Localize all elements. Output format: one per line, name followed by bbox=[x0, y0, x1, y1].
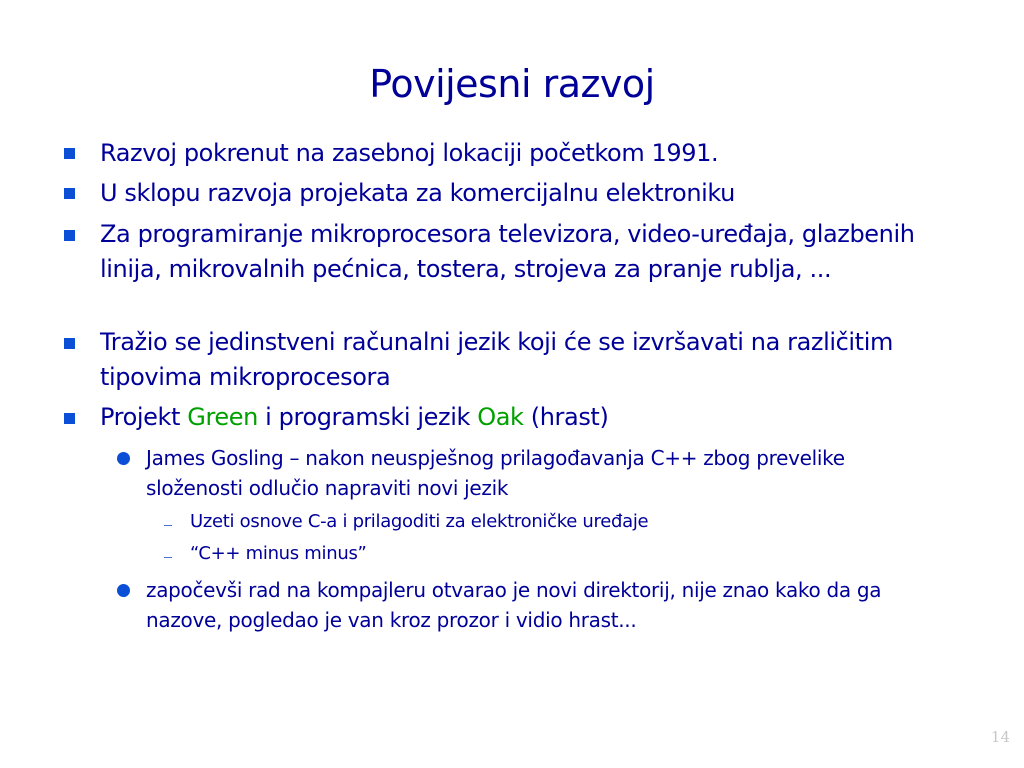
project-oak-name: Oak bbox=[477, 403, 524, 431]
slide-title: Povijesni razvoj bbox=[369, 62, 655, 106]
square-bullet-icon bbox=[64, 148, 75, 159]
sub-bullet-1: James Gosling – nakon neuspješnog prilagođavanja C++ zbog prevelike složenosti odlučio napraviti novi jezik bbox=[146, 446, 845, 500]
bullet-4: Tražio se jedinstveni računalni jezik koji će se izvršavati na različitim tipovima mikroprocesora bbox=[100, 328, 893, 391]
square-bullet-icon bbox=[64, 230, 75, 241]
project-middle: i programski jezik bbox=[257, 403, 478, 431]
project-prefix: Projekt bbox=[100, 403, 188, 431]
square-bullet-icon bbox=[64, 413, 75, 424]
sub-sub-bullet-2: “C++ minus minus” bbox=[190, 543, 367, 564]
bullet-1: Razvoj pokrenut na zasebnoj lokaciji početkom 1991. bbox=[100, 139, 719, 167]
sub-sub-bullet-1: Uzeti osnove C-a i prilagoditi za elektroničke uređaje bbox=[190, 511, 649, 532]
dash-bullet-icon bbox=[164, 557, 172, 558]
square-bullet-icon bbox=[64, 188, 75, 199]
dash-bullet-icon bbox=[164, 525, 172, 526]
page-number: 14 bbox=[990, 728, 1010, 746]
bullet-2: U sklopu razvoja projekata za komercijalnu elektroniku bbox=[100, 179, 735, 207]
square-bullet-icon bbox=[64, 338, 75, 349]
bullet-5-project bbox=[100, 400, 930, 435]
sub-bullet-2: započevši rad na kompajleru otvarao je novi direktorij, nije znao kako da ga nazove, pogledao je van kroz prozor i vidio hrast... bbox=[146, 578, 882, 632]
project-green-name: Green bbox=[187, 403, 258, 431]
project-suffix: (hrast) bbox=[523, 403, 609, 431]
round-bullet-icon bbox=[117, 452, 130, 465]
round-bullet-icon bbox=[117, 584, 130, 597]
bullet-3: Za programiranje mikroprocesora televizora, video-uređaja, glazbenih linija, mikrovalnih pećnica, tostera, strojeva za pranje rublja, ... bbox=[100, 220, 915, 283]
